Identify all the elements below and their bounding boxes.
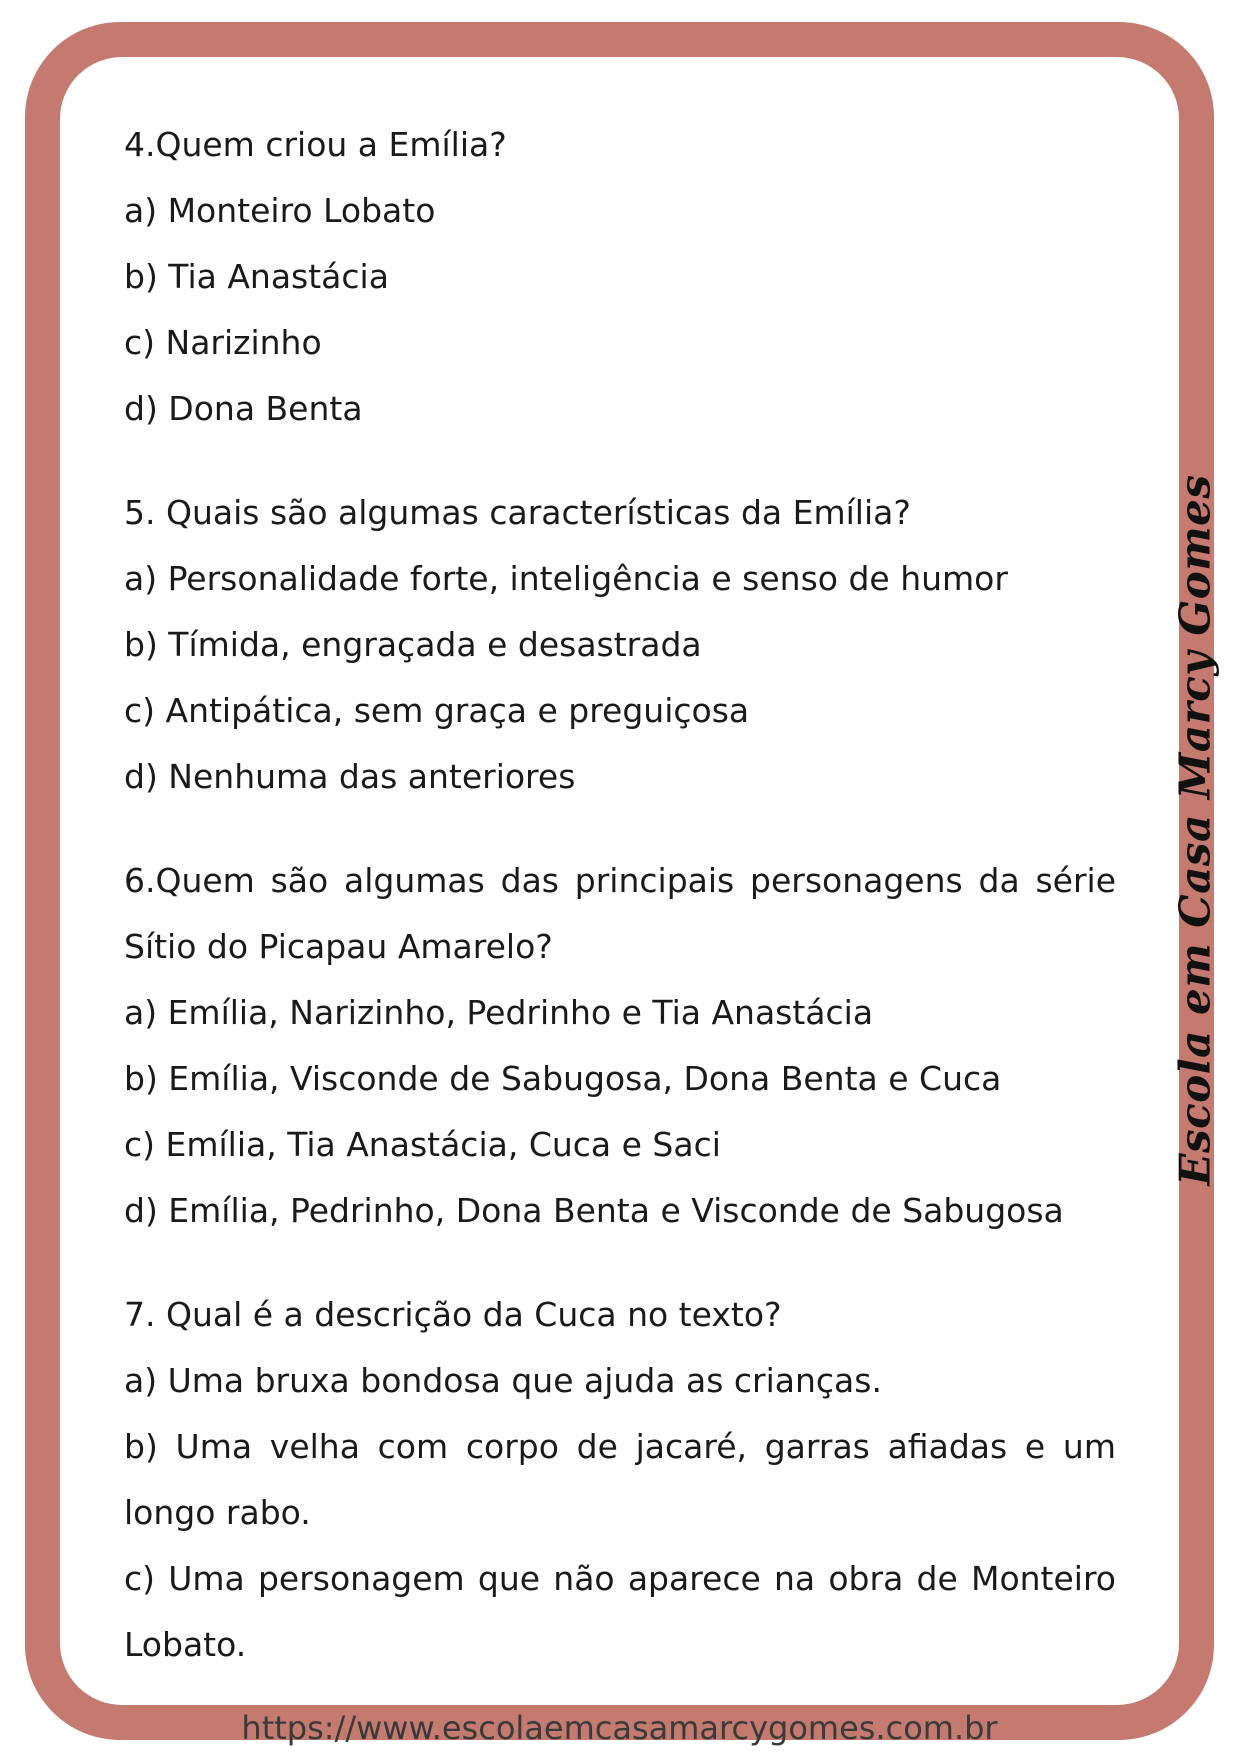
question-7: [124, 1282, 1116, 1678]
watermark-text: Escola em Casa Marcy Gomes: [1170, 474, 1220, 1186]
question-prompt: 6.Quem são algumas das principais personagens da série: [124, 861, 1116, 900]
question-5: [124, 480, 1116, 810]
question-prompt: 7. Qual é a descrição da Cuca no texto?: [124, 1295, 782, 1334]
answer-option-b: b) Uma velha com corpo de jacaré, garras afiadas e um: [124, 1427, 1116, 1466]
question-prompt-continued: Sítio do Picapau Amarelo?: [124, 927, 553, 966]
answer-option-b: b) Emília, Visconde de Sabugosa, Dona Benta e Cuca: [124, 1059, 1002, 1098]
answer-option-c: c) Uma personagem que não aparece na obra de Monteiro: [124, 1559, 1116, 1598]
answer-option-a: a) Emília, Narizinho, Pedrinho e Tia Anastácia: [124, 993, 874, 1032]
answer-option-a: a) Uma bruxa bondosa que ajuda as crianças.: [124, 1361, 882, 1400]
answer-option-d: d) Dona Benta: [124, 389, 363, 428]
answer-option-b: b) Tia Anastácia: [124, 257, 389, 296]
answer-option-c-continued: Lobato.: [124, 1625, 247, 1664]
question-4: [124, 112, 1116, 442]
footer-url: https://www.escolaemcasamarcygomes.com.br: [241, 1709, 998, 1747]
quiz-content: [124, 112, 1116, 1678]
question-prompt: 5. Quais são algumas características da Emília?: [124, 493, 911, 532]
answer-option-a: a) Monteiro Lobato: [124, 191, 436, 230]
answer-option-c: c) Emília, Tia Anastácia, Cuca e Saci: [124, 1125, 721, 1164]
question-prompt: 4.Quem criou a Emília?: [124, 125, 507, 164]
answer-option-c: c) Antipática, sem graça e preguiçosa: [124, 691, 750, 730]
answer-option-d: d) Nenhuma das anteriores: [124, 757, 576, 796]
answer-option-b-continued: longo rabo.: [124, 1493, 311, 1532]
answer-option-a: a) Personalidade forte, inteligência e senso de humor: [124, 559, 1008, 598]
answer-option-b: b) Tímida, engraçada e desastrada: [124, 625, 702, 664]
answer-option-d: d) Emília, Pedrinho, Dona Benta e Visconde de Sabugosa: [124, 1191, 1064, 1230]
question-6: [124, 848, 1116, 1244]
answer-option-c: c) Narizinho: [124, 323, 322, 362]
